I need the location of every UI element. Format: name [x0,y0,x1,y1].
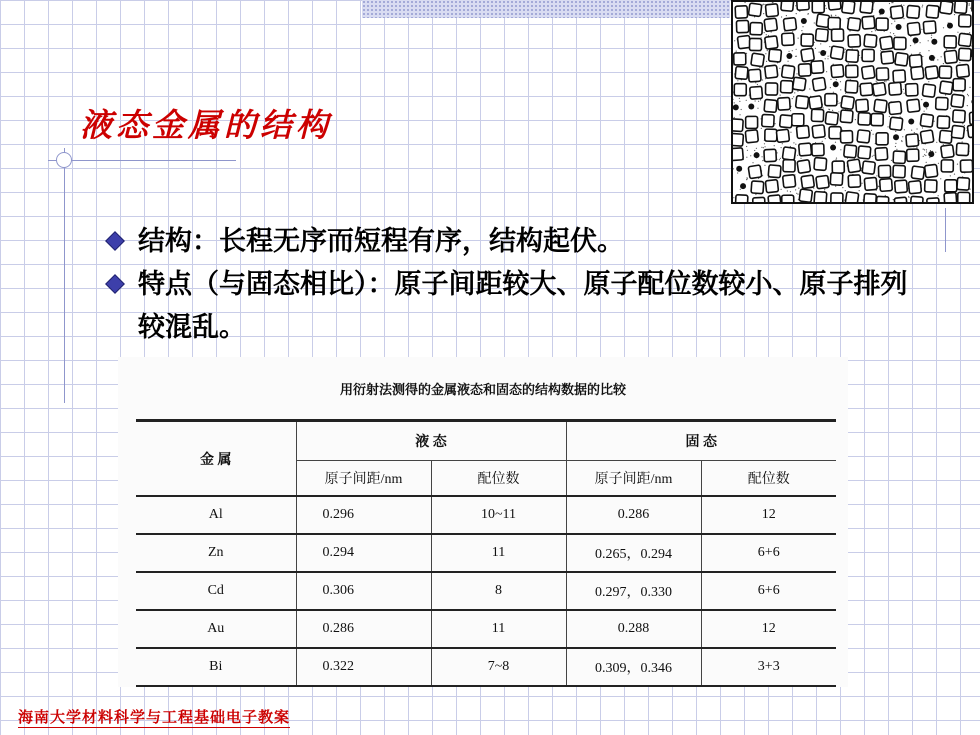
value-cell: 0.294 [296,534,431,572]
value-cell: 0.288 [566,610,701,648]
table-row [136,572,836,610]
metal-header: 金 属 [136,421,296,497]
slide-title: 液态金属的结构 [80,106,333,144]
metal-cell: Al [136,496,296,534]
column-header: 配位数 [701,461,836,497]
value-cell: 11 [431,534,566,572]
column-header: 原子间距/nm [296,461,431,497]
footer-text: 海南大学材料科学与工程基础电子教案 [18,708,291,726]
value-cell: 0.309，0.346 [566,648,701,686]
value-cell: 8 [431,572,566,610]
value-cell: 11 [431,610,566,648]
value-cell: 6+6 [701,534,836,572]
bullet-list [100,220,920,349]
header-texture-band [362,0,730,18]
bullet-text: 结构：长程无序而短程有序，结构起伏。 [138,226,624,257]
value-cell: 0.297，0.330 [566,572,701,610]
diamond-bullet-icon [105,274,125,294]
liquid-header: 液 态 [296,421,566,461]
table-caption: 用衍射法测得的金属液态和固态的结构数据的比较 [339,383,626,398]
value-cell: 0.265，0.294 [566,534,701,572]
decorative-line [945,208,946,252]
table-row [136,496,836,534]
value-cell: 7~8 [431,648,566,686]
value-cell: 6+6 [701,572,836,610]
decorative-circle [56,152,72,168]
structure-data-table [136,419,836,687]
value-cell: 3+3 [701,648,836,686]
bullet-text: 特点（与固态相比）：原子间距较大、原子配位数较小、原子排列较混乱。 [138,269,908,343]
value-cell: 0.322 [296,648,431,686]
value-cell: 0.296 [296,496,431,534]
metal-cell: Bi [136,648,296,686]
bullet-item [100,220,920,263]
table-row [136,648,836,686]
metal-cell: Zn [136,534,296,572]
decorative-line [64,148,65,403]
column-header: 原子间距/nm [566,461,701,497]
solid-header: 固 态 [566,421,836,461]
table-row [136,534,836,572]
metal-cell: Au [136,610,296,648]
atomic-lattice-image [731,0,974,204]
value-cell: 0.286 [296,610,431,648]
value-cell: 0.286 [566,496,701,534]
value-cell: 0.306 [296,572,431,610]
comparison-table-image [118,357,848,687]
bullet-item [100,263,920,349]
table-row [136,610,836,648]
decorative-line [48,160,236,161]
value-cell: 12 [701,496,836,534]
metal-cell: Cd [136,572,296,610]
value-cell: 10~11 [431,496,566,534]
value-cell: 12 [701,610,836,648]
column-header: 配位数 [431,461,566,497]
diamond-bullet-icon [105,231,125,251]
table-header-row [136,421,836,461]
